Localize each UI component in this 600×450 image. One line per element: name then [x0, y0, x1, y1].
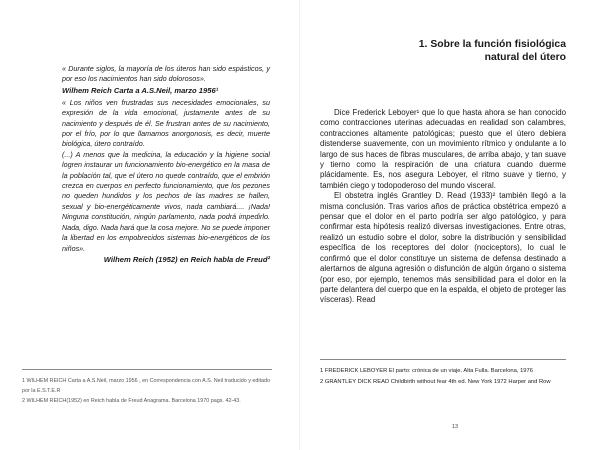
right-footnote-1: 1 FREDERICK LEBOYER El parto: crónica de un viaje. Alta Fulla. Barcelona, 1976 [320, 368, 533, 374]
epigraph-attribution-2: Wilhem Reich (1952) en Reich habla de Freud² [103, 254, 270, 264]
right-page [300, 0, 600, 450]
epigraph-attribution-1: Wilhem Reich Carta a A.S.Neil, marzo 1956¹ [62, 85, 219, 95]
body-paragraph-2: El obstetra inglés Grantley D. Read (1933)² también llegó a la misma conclusión. Tras varios años de práctica obstétrica empezó a pensar que el dolor en el parto podría ser algo patológico, y para confirmar esta hipótesis realizó diversas investigaciones. Entre otras, realizó un estudio sobre el dolor, sobre la distribución y sensibilidad específica de los receptores del dolor (nociceptors), lo cual le confirmó que el dolor constituye un sistema de defensa destinado a alertarnos de alguna agresión o disfunción de algún órgano o sistema (por eso, por ejemplo, tenemos más sensibilidad para el dolor en la parte delantera del cuerpo que en la espalda, el objeto de proteger las vísceras). Read [320, 191, 566, 305]
right-footnotes [320, 359, 566, 387]
right-footnote-2: 2 GRANTLEY DICK READ Childbirth without fear 4th ed. New York 1972 Harper and Row [320, 378, 551, 385]
left-footnotes [22, 369, 272, 406]
chapter-title [320, 38, 566, 64]
body-text [320, 108, 566, 306]
chapter-title-line-1: 1. Sobre la función fisiológica [418, 39, 566, 50]
epigraph-quote-3: (...) A menos que la medicina, la educación y la higiene social logren instaurar un funcionamiento bio-energético en la masa de la población tal, que el útero no quede contraído, que el embrión crezca en cuerpos en perfecto funcionamiento, que los pezones no queden hundidos y los pechos de las madres se hallen, sexual y bio-energéticamente vivos, nada cambiará.... ¡Nada! Ninguna constitución, ningún parlamento, nada podrá impedirlo. Nada, digo. Nada hará que la cosa mejore. No se puede imponer la libertad en los empobrecidos sistemas bio-energéticos de los niños». [62, 149, 270, 253]
page-number: 13 [452, 424, 459, 430]
left-footnote-2: 2 WILHEM REICH(1952) en Reich habla de Freud Anagrama. Barcelona 1970 pags. 42-43. [22, 398, 241, 404]
left-footnote-1: 1 WILHEM REICH Carta a A.S.Neil, marzo 1956 , en Correspondencia con A.S. Neil traducido y editado por la E.S.T.E.R [22, 378, 271, 394]
epigraph-block [62, 64, 270, 265]
epigraph-quote-1: « Durante siglos, la mayoría de los úteros han sido espásticos, y por eso los nacimientos han sido dolorosos». [62, 64, 270, 84]
body-paragraph-1: Dice Frederick Leboyer¹ que lo que hasta ahora se han conocido como contracciones uterinas adecuadas en realidad son calambres, contracciones altamente patológicas; puesto que el útero debiera distenderse suavemente, con un movimiento rítmico y ondulante a lo largo de sus haces de fibras musculares, de arriba abajo, y tan suave y tierno como la respiración de una criatura cuando duerme plácidamente. Es, nos asegura Leboyer, el ritmo suave y tierno, y también ciego y todopoderoso del mundo visceral. [320, 108, 566, 190]
epigraph-quote-2: « Los niños ven frustradas sus necesidades emocionales, su expresión de la vida emocional, justamente antes de su nacimiento y después de él. Se frustran antes de su nacimiento, por el frío, por lo que llamamos anorgonosis, es decir, muerte biológica, útero contraído. [62, 97, 270, 149]
chapter-title-line-2: natural del útero [484, 52, 566, 63]
